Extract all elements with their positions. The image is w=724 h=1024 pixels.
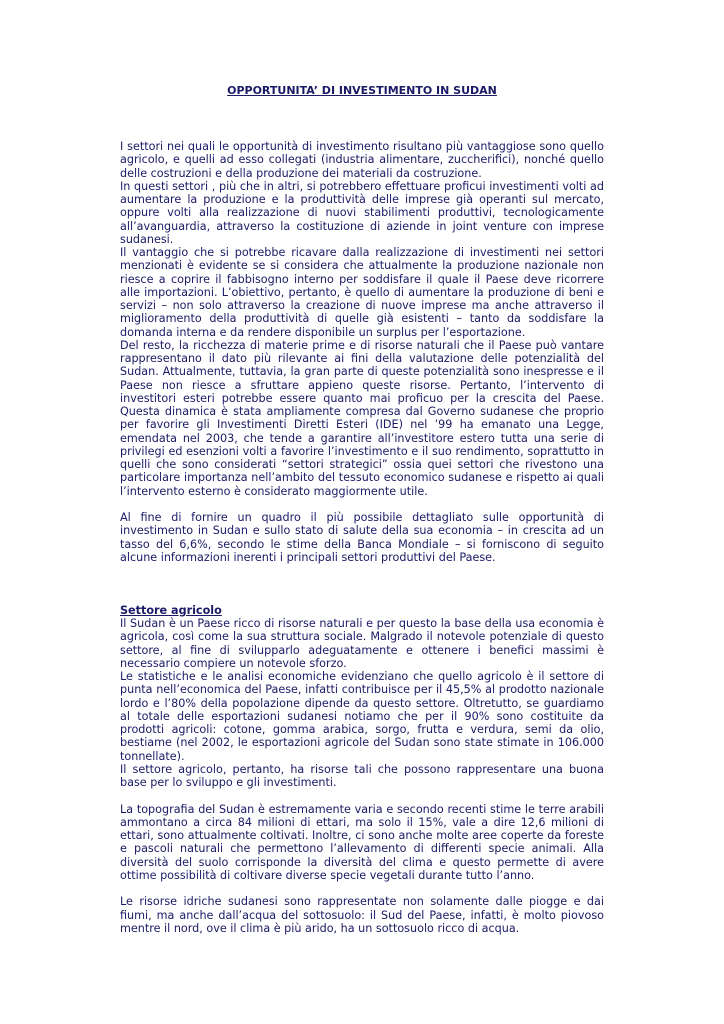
- intro-paragraph-3: Il vantaggio che si potrebbe ricavare dalla realizzazione di investimenti nei settori menzionati è evidente se si considera che attualmente la produzione nazionale non riesce a coprire il fabbisogno interno per soddisfare il quale il Paese deve ricorrere alle importazioni. L’obiettivo, pertanto, è quello di aumentare la produzione di beni e servizi – non solo attraverso la creazione di nuove imprese ma anche attraverso il miglioramento della produttività di quelle già esistenti – tanto da soddisfare la domanda interna e da rendere disponibile un surplus per l’esportazione.: [120, 246, 604, 339]
- agricolo-paragraph-3: Il settore agricolo, pertanto, ha risorse tali che possono rappresentare una buona base per lo sviluppo e gli investimenti.: [120, 762, 604, 789]
- intro-paragraph-5: Al fine di fornire un quadro il più possibile dettagliato sulle opportunità di investimento in Sudan e sullo stato di salute della sua economia – in crescita ad un tasso del 6,6%, secondo le stime della Banca Mondiale – si forniscono di seguito alcune informazioni inerenti i principali settori produttivi del Paese.: [120, 511, 604, 564]
- section-heading-agricolo: Settore agricolo: [120, 603, 222, 617]
- agricolo-paragraph-1: Il Sudan è un Paese ricco di risorse naturali e per questo la base della usa economia è agricola, così come la sua struttura sociale. Malgrado il notevole potenziale di questo settore, al fine di svilupparlo adeguatamente e ottenere i benefici massimi è necessario compiere un notevole sforzo.: [120, 617, 604, 670]
- agricolo-paragraph-5: Le risorse idriche sudanesi sono rappresentate non solamente dalle piogge e dai fiumi, ma anche dall’acqua del sottosuolo: il Sud del Paese, infatti, è molto piovoso mentre il nord, ove il clima è più arido, ha un sottosuolo ricco di acqua.: [120, 895, 604, 935]
- intro-paragraph-2: In questi settori , più che in altri, si potrebbero effettuare proficui investimenti volti ad aumentare la produzione e la produttività delle imprese già operanti sul mercato, oppure volti alla realizzazione di nuovi stabilimenti produttivi, tecnologicamente all’avanguardia, attraverso la costituzione di aziende in joint venture con imprese sudanesi.: [120, 179, 604, 246]
- document-body: [120, 140, 604, 935]
- paragraph-spacer: [120, 498, 604, 511]
- paragraph-spacer: [120, 882, 604, 895]
- agricolo-paragraph-2: Le statistiche e le analisi economiche evidenziano che quello agricolo è il settore di punta nell’economica del Paese, infatti contribuisce per il 45,5% al prodotto nazionale lordo e l’80% della popolazione dipende da questo settore. Oltretutto, se guardiamo al totale delle esportazioni sudanesi notiamo che per il 90% sono costituite da prodotti agricoli: cotone, gomma arabica, sorgo, frutta e verdura, semi da olio, bestiame (nel 2002, le esportazioni agricole del Sudan sono state stimate in 106.000 tonnellate).: [120, 670, 604, 763]
- intro-paragraph-1: I settori nei quali le opportunità di investimento risultano più vantaggiose sono quello agricolo, e quelli ad esso collegati (industria alimentare, zuccherifici), nonché quello delle costruzioni e della produzione dei materiali da costruzione.: [120, 140, 604, 180]
- section-spacer: [120, 564, 604, 604]
- agricolo-paragraph-4: La topografia del Sudan è estremamente varia e secondo recenti stime le terre arabili ammontano a circa 84 milioni di ettari, ma solo il 15%, vale a dire 12,6 milioni di ettari, sono attualmente coltivati. Inoltre, ci sono anche molte aree coperte da foreste e pascoli naturali che permettono l’allevamento di differenti specie animali. Alla diversità del suolo corrisponde la diversità del clima e questo permette di avere ottime possibilità di coltivare diverse specie vegetali durante tutto l’anno.: [120, 802, 604, 882]
- document-title: OPPORTUNITA’ DI INVESTIMENTO IN SUDAN: [227, 84, 497, 97]
- intro-paragraph-4: Del resto, la ricchezza di materie prime e di risorse naturali che il Paese può vantare rappresentano il dato più rilevante ai fini della valutazione delle potenzialità del Sudan. Attualmente, tuttavia, la gran parte di queste potenzialità sono inespresse e il Paese non riesce a sfruttare appieno queste risorse. Pertanto, l’intervento di investitori esteri potrebbe essere quanto mai proficuo per la crescita del Paese. Questa dinamica è stata ampliamente compresa dal Governo sudanese che proprio per favorire gli Investimenti Diretti Esteri (IDE) nel ’99 ha emanato una Legge, emendata nel 2003, che tende a garantire all’investitore estero tutta una serie di privilegi ed esenzioni volti a favorire l’investimento e il suo rendimento, soprattutto in quelli che sono considerati “settori strategici” ossia quei settori che rivestono una particolare importanza nell’ambito del tessuto economico sudanese e rispetto ai quali l’intervento esterno è considerato maggiormente utile.: [120, 338, 604, 498]
- paragraph-spacer: [120, 789, 604, 802]
